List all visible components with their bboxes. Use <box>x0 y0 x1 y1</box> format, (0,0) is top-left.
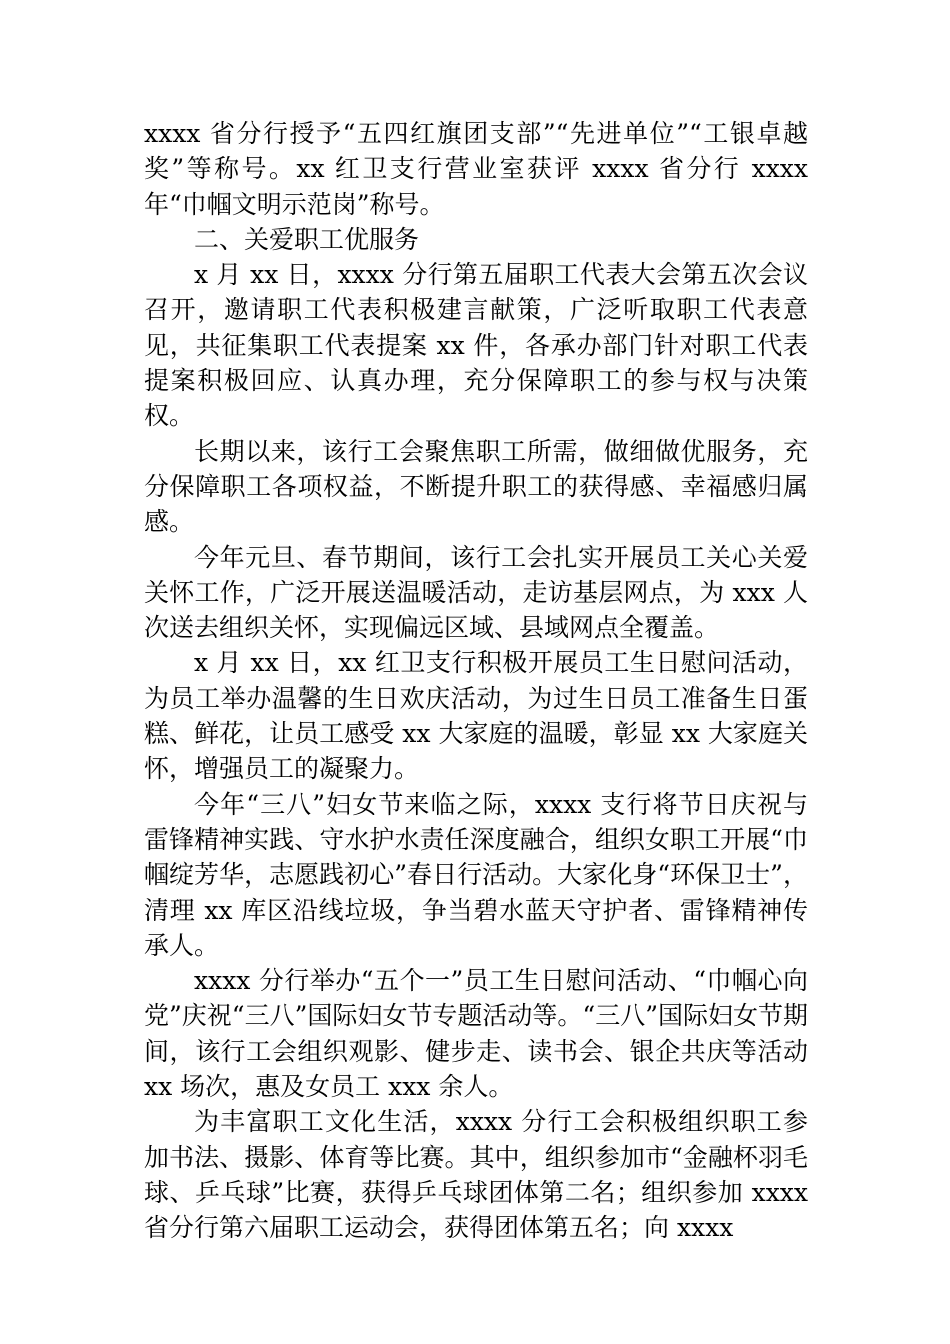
paragraph-birthday-activity: x 月 xx 日，xx 红卫支行积极开展员工生日慰问活动，为员工举办温馨的生日欢庆活动，为过生日员工准备生日蛋糕、鲜花，让员工感受 xx 大家庭的温暖，彰显 xx 大家庭关怀，增强员工的凝聚力。 <box>144 648 808 784</box>
paragraph-workers-congress: x 月 xx 日，xxxx 分行第五届职工代表大会第五次会议召开，邀请职工代表积极建言献策，广泛听取职工代表意见，共征集职工代表提案 xx 件，各承办部门针对职工代表提案积极回应、认真办理，充分保障职工的参与权与决策权。 <box>144 260 808 431</box>
paragraph-womens-day: 今年“三八”妇女节来临之际，xxxx 支行将节日庆祝与雷锋精神实践、守水护水责任深度融合，组织女职工开展“巾帼绽芳华，志愿践初心”春日行活动。大家化身“环保卫士”，清理 xx 库区沿线垃圾，争当碧水蓝天守护者、雷锋精神传承人。 <box>144 789 808 960</box>
paragraph-continued: xxxx 省分行授予“五四红旗团支部”“先进单位”“工银卓越奖”等称号。xx 红卫支行营业室获评 xxxx 省分行 xxxx 年“巾帼文明示范岗”称号。 <box>144 119 808 219</box>
paragraph-culture-sports: 为丰富职工文化生活，xxxx 分行工会积极组织职工参加书法、摄影、体育等比赛。其中，组织参加市“金融杯羽毛球、乒乓球”比赛，获得乒乓球团体第二名；组织参加 xxxx 省分行第六届职工运动会，获得团体第五名；向 xxxx <box>144 1107 808 1243</box>
document-body <box>144 116 808 1246</box>
section-heading: 二、关爱职工优服务 <box>194 224 420 254</box>
paragraph-new-year-care: 今年元旦、春节期间，该行工会扎实开展员工关心关爱关怀工作，广泛开展送温暖活动，走访基层网点，为 xxx 人次送去组织关怀，实现偏远区域、县域网点全覆盖。 <box>144 542 808 643</box>
paragraph-union-service: 长期以来，该行工会聚焦职工所需，做细做优服务，充分保障职工各项权益，不断提升职工的获得感、幸福感归属感。 <box>144 436 808 537</box>
paragraph-five-ones: xxxx 分行举办“五个一”员工生日慰问活动、“巾帼心向党”庆祝“三八”国际妇女节专题活动等。“三八”国际妇女节期间，该行工会组织观影、健步走、读书会、银企共庆等活动 xx 场次，惠及女员工 xxx 余人。 <box>144 966 808 1102</box>
